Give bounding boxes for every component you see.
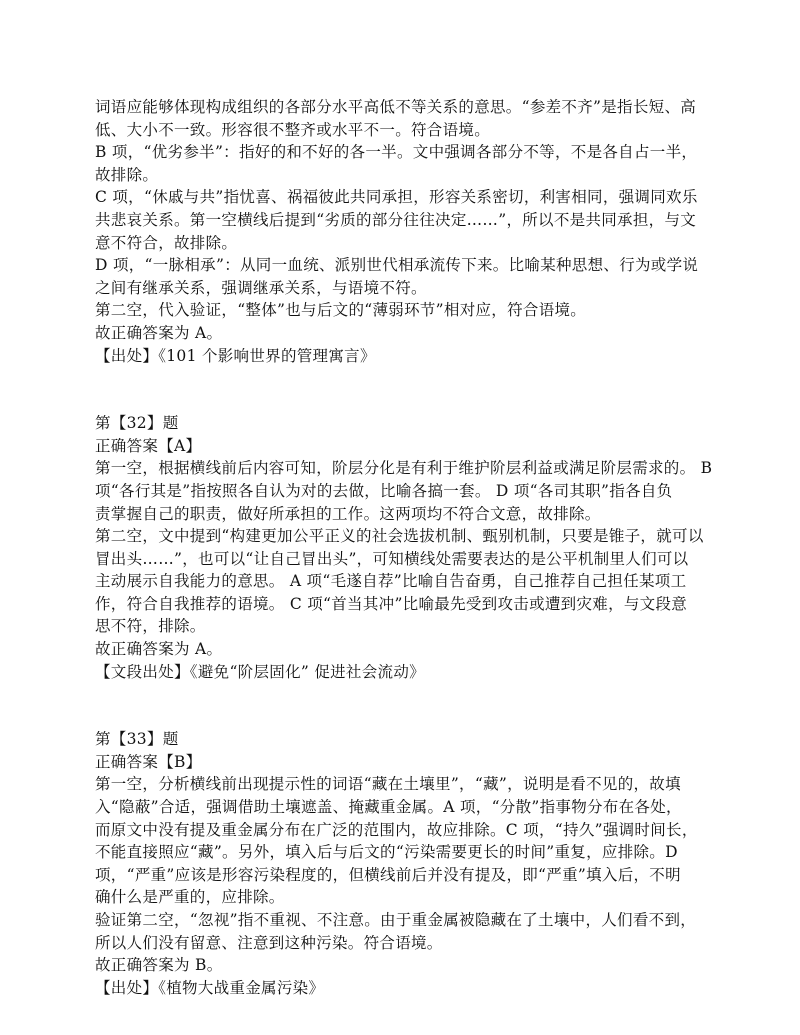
source-citation: 【出处】《植物大战重金属污染》 (95, 978, 325, 997)
section-spacer (95, 367, 720, 412)
explanation-line: 责掌握自己的职责，做好所承担的工作。这两项均不符合文意，故排除。 (95, 504, 601, 523)
explanation-line: 词语应能够体现构成组织的各部分水平高低不等关系的意思。“参差不齐”是指长短、高 (95, 98, 697, 116)
question-title: 第【32】题 (95, 414, 179, 433)
explanation-line: 第一空，根据横线前后内容可知，阶层分化是有利于维护阶层利益或满足阶层需求的。 B (95, 459, 713, 478)
explanation-line: 之间有继承关系，强调继承关系，与语境不符。 (95, 278, 427, 297)
explanation-line: 项“各行其是”指按照各自认为对的去做，比喻各搞一套。 D 项“各司其职”指各自负 (95, 481, 673, 500)
source-citation: 【出处】《101 个影响世界的管理寓言》 (95, 346, 376, 365)
explanation-line: 项，“严重”应该是形容污染程度的，但横线前后并没有提及，即“严重”填入后，不明 (95, 865, 681, 884)
explanation-line: 故正确答案为 A。 (95, 640, 223, 659)
explanation-line: D 项，“一脉相承”：从同一血统、派别世代相承流传下来。比喻某种思想、行为或学说 (95, 256, 699, 275)
explanation-line: 第二空，文中提到“构建更加公平正义的社会选拔机制、甄别机制，只要是锥子，就可以 (95, 527, 704, 546)
explanation-line: 意不符合，故排除。 (95, 233, 238, 252)
explanation-line: B 项，“优劣参半”：指好的和不好的各一半。文中强调各部分不等，不是各自占一半， (95, 143, 698, 162)
explanation-line: 不能直接照应“藏”。另外，填入后与后文的“污染需要更长的时间”重复，应排除。D (95, 843, 678, 862)
explanation-line: 思不符，排除。 (95, 617, 206, 636)
correct-answer: 正确答案【A】 (95, 436, 202, 455)
explanation-line: 入“隐蔽”合适，强调借助土壤遮盖、掩藏重金属。A 项，“分散”指事物分布在各处， (95, 798, 682, 817)
previous-question-explanation (95, 96, 720, 367)
source-citation: 【文段出处】《避免“阶层固化” 促进社会流动》 (95, 662, 425, 681)
explanation-line: 主动展示自我能力的意思。 A 项“毛遂自荐”比喻自告奋勇，自己推荐自己担任某项工 (95, 572, 687, 591)
explanation-line: 而原文中没有提及重金属分布在广泛的范围内，故应排除。C 项，“持久”强调时间长， (95, 820, 698, 839)
question-33 (95, 728, 720, 999)
explanation-line: 确什么是严重的，应排除。 (95, 888, 285, 907)
explanation-line: 故正确答案为 A。 (95, 323, 223, 342)
explanation-line: 低、大小不一致。形容很不整齐或水平不一。符合语境。 (95, 120, 491, 139)
explanation-line: 故正确答案为 B。 (95, 956, 223, 975)
explanation-line: 所以人们没有留意、注意到这种污染。符合语境。 (95, 933, 443, 952)
correct-answer: 正确答案【B】 (95, 752, 202, 771)
explanation-line: 故排除。 (95, 165, 159, 184)
document-page (95, 96, 720, 999)
explanation-line: 冒出头……”，也可以“让自己冒出头”，可知横线处需要表达的是公平机制里人们可以 (95, 549, 689, 568)
section-spacer (95, 683, 720, 728)
explanation-line: 第一空，分析横线前出现提示性的词语“藏在土壤里”，“藏”，说明是看不见的，故填 (95, 775, 681, 794)
explanation-line: 作，符合自我推荐的语境。 C 项“首当其冲”比喻最先受到攻击或遭到灾难，与文段意 (95, 594, 688, 613)
explanation-line: 第二空，代入验证，“整体”也与后文的“薄弱环节”相对应，符合语境。 (95, 301, 587, 320)
question-32 (95, 412, 720, 683)
question-title: 第【33】题 (95, 730, 179, 749)
explanation-line: 共悲哀关系。第一空横线后提到“劣质的部分往往决定……”，所以不是共同承担，与文 (95, 210, 697, 229)
explanation-line: C 项，“休戚与共”指忧喜、祸福彼此共同承担，形容关系密切，利害相同，强调同欢乐 (95, 188, 698, 207)
explanation-line: 验证第二空，“忽视”指不重视、不注意。由于重金属被隐藏在了土壤中，人们看不到， (95, 911, 697, 929)
